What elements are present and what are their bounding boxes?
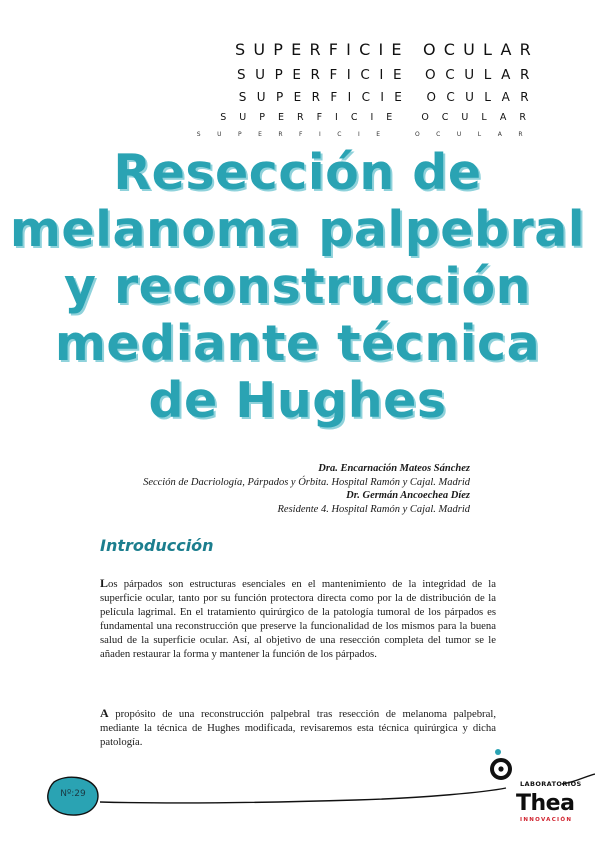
- logo-laboratorios-text: LABORATORIOS: [520, 780, 582, 788]
- article-title: [0, 144, 595, 429]
- journal-brand-line-4: SUPERFICIE OCULAR: [220, 112, 539, 123]
- author-block: [100, 462, 470, 516]
- body-paragraph: [100, 576, 496, 661]
- page-number: Nº:29: [60, 789, 86, 799]
- thea-logo-icon: [489, 748, 519, 782]
- journal-brand-line-5: SUPERFICIE OCULAR: [196, 131, 539, 138]
- title-line: Resección de: [113, 144, 482, 201]
- title-line: de Hughes: [148, 372, 447, 429]
- title-line: mediante técnica: [54, 315, 541, 372]
- paragraph-initial: A: [100, 706, 109, 720]
- logo-brand-name: Thea: [516, 791, 575, 816]
- logo-tagline: INNOVACIÓN: [520, 817, 573, 823]
- body-paragraph: [100, 706, 496, 749]
- author-name: Dr. Germán Ancoechea Díez: [346, 490, 470, 501]
- author-affiliation: Residente 4. Hospital Ramón y Cajal. Madrid: [277, 503, 470, 515]
- paragraph-initial: L: [100, 576, 109, 590]
- author-name: Dra. Encarnación Mateos Sánchez: [318, 463, 470, 474]
- journal-brand-line-2: SUPERFICIE OCULAR: [236, 67, 539, 83]
- author-affiliation: Sección de Dacriología, Párpados y Órbita. Hospital Ramón y Cajal. Madrid: [143, 476, 470, 488]
- journal-brand-line-3: SUPERFICIE OCULAR: [238, 90, 539, 104]
- title-line: melanoma palpebral: [9, 201, 586, 258]
- title-line: y reconstrucción: [63, 258, 532, 315]
- journal-brand-line-1: SUPERFICIE OCULAR: [235, 40, 539, 59]
- section-heading: Introducción: [100, 536, 214, 555]
- paragraph-text: propósito de una reconstrucción palpebral tras resección de melanoma palpebral, mediante la técnica de Hughes modificada, revisaremos esta técnica quirúrgica y dicha patología.: [100, 708, 496, 748]
- paragraph-text: os párpados son estructuras esenciales en el mantenimiento de la integridad de la superficie ocular, tanto por su función protectora directa como por la de distribución de la película lagrimal. En el tratamiento quirúrgico de la patología tumoral de los párpados es fundamental una reconstrucción que preserve la funcionalidad de los mismos para la buena salud de la superficie ocular. Así, al objetivo de una resección completa del tumor se le añaden restaurar la forma y mantener la función de los párpados.: [100, 578, 496, 660]
